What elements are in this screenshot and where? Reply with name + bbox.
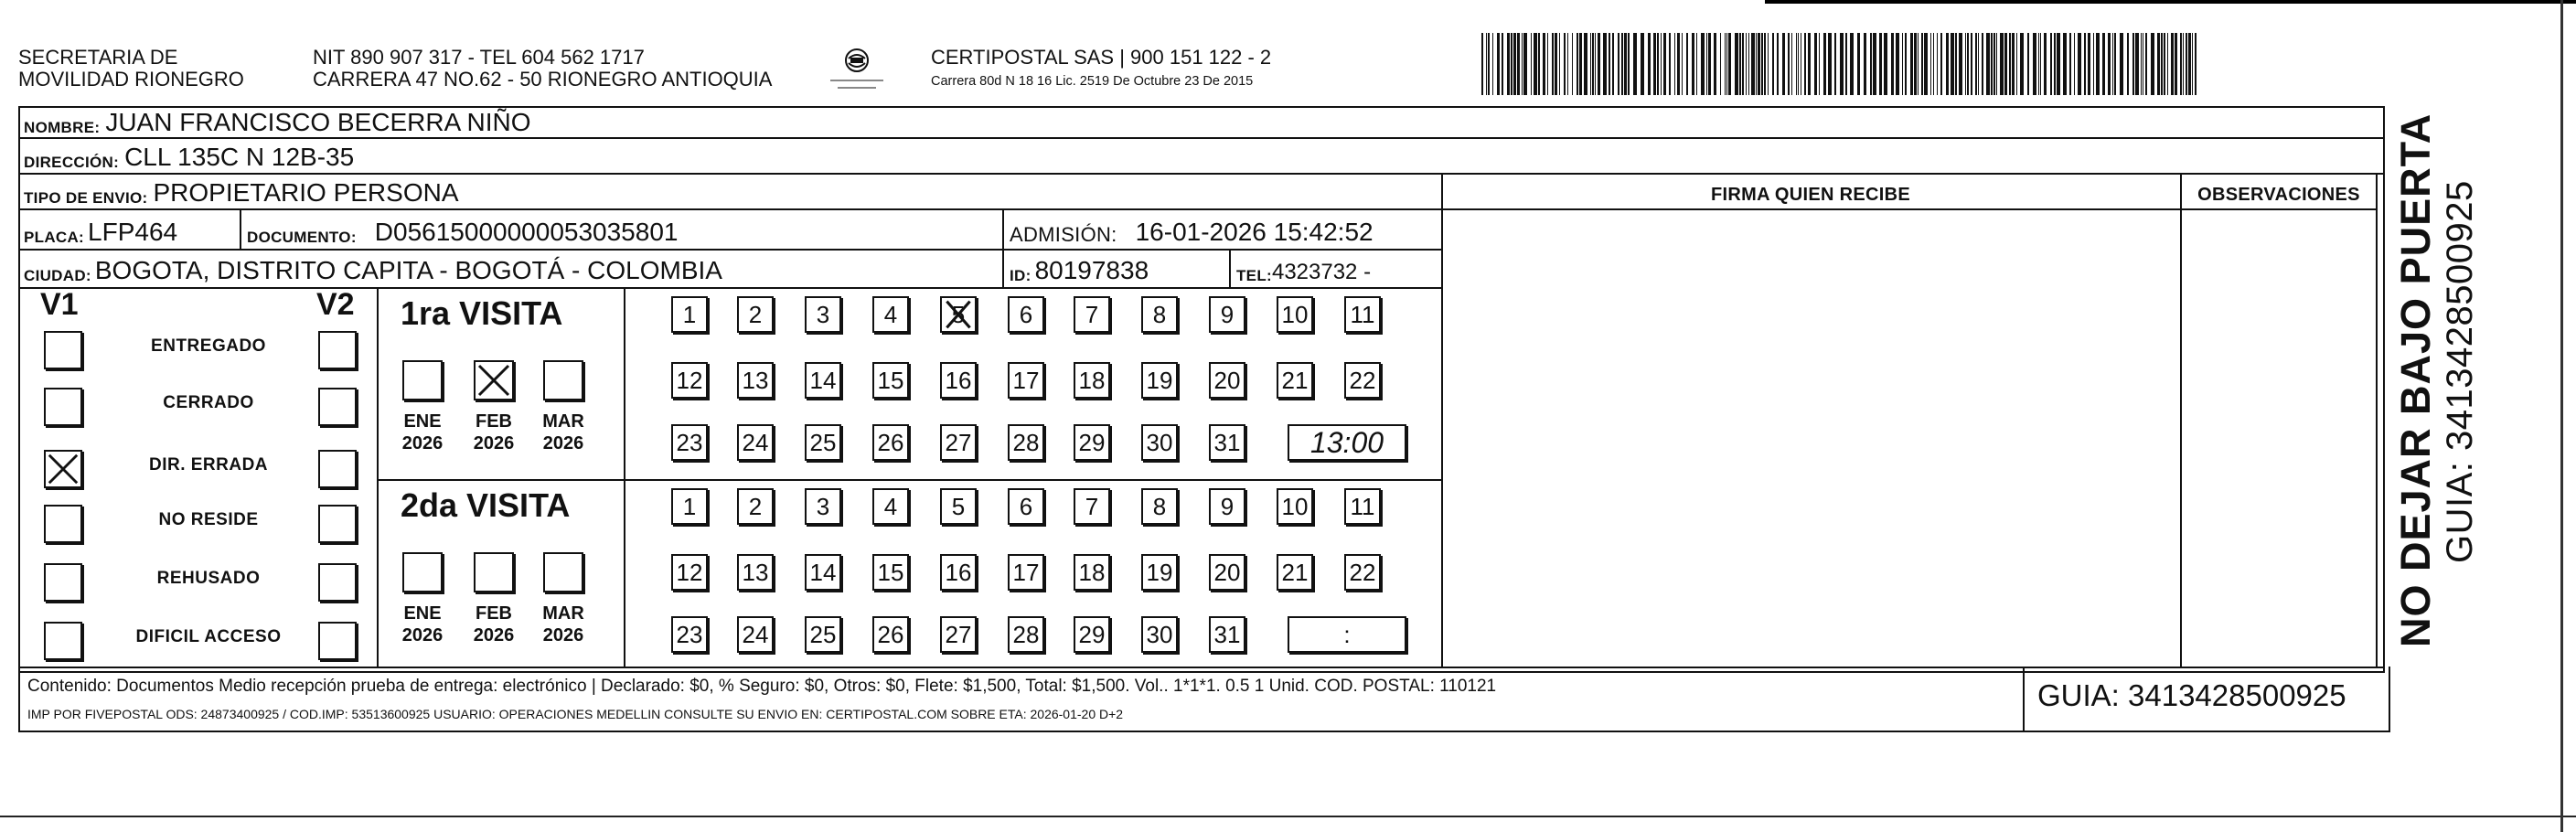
day-box[interactable] [1074,424,1110,461]
barcode [1481,33,2199,95]
day-box[interactable] [805,362,841,399]
scan-edge-bottom [0,816,2576,817]
month-checkbox[interactable] [543,552,583,592]
day-box[interactable] [940,554,977,591]
day-box[interactable] [1141,554,1178,591]
day-box[interactable] [1209,554,1245,591]
ciudad-cell [18,251,1000,287]
day-number: 20 [1213,558,1241,586]
direccion-row [18,139,1390,174]
month-checkbox[interactable] [543,360,583,400]
day-number: 10 [1281,492,1309,520]
day-number: 2 [748,300,763,328]
day-box[interactable] [1074,362,1110,399]
day-box[interactable] [1141,424,1178,461]
day-box[interactable] [1141,488,1178,525]
day-box[interactable] [1074,616,1110,653]
tipo-envio-label: TIPO DE ENVIO: [24,189,148,207]
day-box[interactable] [1209,616,1245,653]
day-box[interactable] [1209,488,1245,525]
day-box[interactable] [1344,488,1381,525]
tel-label: TEL: [1236,267,1272,284]
v1-checkbox[interactable] [44,505,82,543]
day-number: 24 [742,620,769,648]
day-box[interactable] [671,424,708,461]
month-name: FEB [476,603,512,624]
day-number: 22 [1349,558,1376,586]
nombre-value: JUAN FRANCISCO BECERRA NIÑO [105,108,531,136]
month-name: FEB [476,411,512,432]
day-box[interactable] [1074,488,1110,525]
day-number: 11 [1350,300,1375,328]
day-number: 2 [748,492,763,520]
day-number: 19 [1146,366,1173,394]
contenido-line: Contenido: Documentos Medio recepción prueba de entrega: electrónico | Declarado: $0, % Seguro: $0, Otros: $0, Flete: $1,500, Total: $1,500. Vol.. 1*1*1. 0.5 1 Unid. COD. POSTAL: 110121 [27,677,1497,696]
observaciones-header: OBSERVACIONES [2197,185,2360,205]
day-number: 21 [1281,558,1309,586]
day-box[interactable] [671,554,708,591]
day-box[interactable] [872,296,909,333]
tel-value: 4323732 - [1271,260,1372,284]
day-number: 29 [1078,620,1106,648]
day-box[interactable] [872,424,909,461]
day-box[interactable] [940,488,977,525]
day-number: 5 [951,300,966,328]
courier-line2: Carrera 80d N 18 16 Lic. 2519 De Octubre 23 De 2015 [931,74,1254,89]
day-number: 29 [1078,428,1106,456]
visit-title: 1ra VISITA [401,294,563,332]
tipo-envio-row [18,175,1436,209]
month-name: ENE [403,411,442,432]
day-number: 31 [1213,620,1241,648]
admision-cell [1004,210,1441,249]
day-box[interactable] [737,488,774,525]
certipostal-logo [828,44,885,99]
nombre-row [18,106,1390,139]
day-box[interactable] [671,616,708,653]
day-box[interactable] [872,554,909,591]
day-number: 19 [1146,558,1173,586]
month-name: MAR [542,603,584,624]
day-number: 27 [945,428,972,456]
month-name: MAR [542,411,584,432]
day-number: 4 [883,492,898,520]
documento-label: DOCUMENTO: [247,229,357,246]
day-number: 13 [742,558,769,586]
status-label: REHUSADO [156,569,261,588]
day-box[interactable] [1209,296,1245,333]
scan-edge-right [2560,0,2563,832]
day-box[interactable] [1008,362,1044,399]
month-year: 2026 [473,625,515,645]
day-box[interactable] [1074,554,1110,591]
nit-line: NIT 890 907 317 - TEL 604 562 1717 [313,46,645,69]
day-box[interactable] [940,616,977,653]
day-box[interactable] [1277,488,1313,525]
day-box[interactable] [805,554,841,591]
day-number: 30 [1146,428,1173,456]
day-number: 12 [676,366,703,394]
org-name-line2: MOVILIDAD RIONEGRO [18,68,244,91]
day-number: 24 [742,428,769,456]
day-number: 23 [676,620,703,648]
v1-checkbox[interactable] [44,450,82,488]
placa-cell [18,210,238,249]
v2-label: V2 [316,287,355,322]
day-box[interactable] [671,362,708,399]
id-value: 80197838 [1034,256,1149,284]
day-number: 5 [951,492,966,520]
day-number: 13 [742,366,769,394]
day-box[interactable] [671,488,708,525]
day-box[interactable] [1074,296,1110,333]
day-number: 31 [1213,428,1241,456]
day-box[interactable] [737,554,774,591]
month-year: 2026 [401,625,444,645]
day-number: 3 [816,300,830,328]
month-year: 2026 [401,433,444,453]
day-number: 23 [676,428,703,456]
day-number: 12 [676,558,703,586]
day-number: 25 [809,428,837,456]
day-number: 28 [1012,428,1040,456]
month-year: 2026 [473,433,515,453]
day-number: 21 [1281,366,1309,394]
month-checkbox[interactable] [474,552,514,592]
day-number: 22 [1349,366,1376,394]
v2-checkbox[interactable] [318,388,357,426]
day-box[interactable] [1008,554,1044,591]
day-number: 15 [877,558,904,586]
admision-value: 16-01-2026 15:42:52 [1135,218,1374,246]
placa-value: LFP464 [88,218,178,246]
day-box[interactable] [737,616,774,653]
day-number: 26 [877,428,904,456]
admision-label: ADMISIÓN: [1010,223,1117,246]
day-box[interactable] [805,424,841,461]
direccion-value: CLL 135C N 12B-35 [124,143,355,171]
day-number: 9 [1220,300,1235,328]
month-year: 2026 [542,433,584,453]
day-box[interactable] [1209,362,1245,399]
tel-cell [1231,251,1441,287]
day-number: 17 [1012,558,1040,586]
direccion-label: DIRECCIÓN: [24,154,120,171]
day-number: 9 [1220,492,1235,520]
month-checkbox[interactable] [402,360,443,400]
day-box[interactable] [1141,616,1178,653]
month-checkbox[interactable] [474,360,514,400]
day-box[interactable] [1008,424,1044,461]
status-label: ENTREGADO [151,336,266,356]
status-label: DIR. ERRADA [148,455,269,475]
day-box[interactable] [872,616,909,653]
v2-checkbox[interactable] [318,563,357,602]
day-number: 18 [1078,558,1106,586]
day-number: 8 [1152,492,1167,520]
day-number: 6 [1019,492,1033,520]
v2-checkbox[interactable] [318,622,357,660]
footer-guia: GUIA: 3413428500925 [2037,678,2346,712]
day-number: 3 [816,492,830,520]
day-number: 6 [1019,300,1033,328]
day-box[interactable] [805,488,841,525]
day-box[interactable] [1008,616,1044,653]
v1-checkbox[interactable] [44,622,82,660]
day-box[interactable] [737,296,774,333]
day-box[interactable] [872,362,909,399]
day-box[interactable] [1141,362,1178,399]
day-number: 26 [877,620,904,648]
v2-checkbox[interactable] [318,331,357,369]
day-box[interactable] [872,488,909,525]
month-year: 2026 [542,625,584,645]
day-box[interactable] [1008,488,1044,525]
day-number: 14 [809,558,837,586]
day-number: 20 [1213,366,1241,394]
documento-cell [241,210,1000,249]
day-box[interactable] [737,424,774,461]
time-box[interactable] [1288,424,1406,461]
day-box[interactable] [1008,296,1044,333]
status-label: NO RESIDE [158,510,259,529]
day-number: 11 [1350,492,1375,520]
day-number: 16 [945,558,972,586]
v2-checkbox[interactable] [318,505,357,543]
day-number: 15 [877,366,904,394]
imp-line: IMP POR FIVEPOSTAL ODS: 24873400925 / COD.IMP: 53513600925 USUARIO: OPERACIONES MEDELLIN CONSULTE SU ENVIO EN: CERTIPOSTAL.COM SOBRE ETA: 2026-01-20 D+2 [27,707,1124,721]
v1-label: V1 [40,287,79,322]
visit-title: 2da VISITA [401,486,571,524]
day-number: 7 [1085,300,1099,328]
documento-value: D05615000000053035801 [374,218,679,246]
day-box[interactable] [1344,362,1381,399]
v2-checkbox[interactable] [318,450,357,488]
nombre-label: NOMBRE: [24,119,101,136]
status-label: DIFICIL ACCESO [135,627,282,646]
ciudad-label: CIUDAD: [24,267,91,284]
day-box[interactable] [1277,296,1313,333]
v1-checkbox[interactable] [44,388,82,426]
day-box[interactable] [940,362,977,399]
time-value: : [1343,620,1351,648]
day-box[interactable] [940,424,977,461]
courier-line1: CERTIPOSTAL SAS | 900 151 122 - 2 [931,46,1272,69]
day-box[interactable] [1344,296,1381,333]
day-box[interactable] [805,616,841,653]
address-line: CARRERA 47 NO.62 - 50 RIONEGRO ANTIOQUIA [313,68,773,91]
day-box[interactable] [1277,554,1313,591]
day-number: 14 [809,366,837,394]
time-value: 13:00 [1309,425,1384,459]
day-box[interactable] [940,296,977,333]
month-checkbox[interactable] [402,552,443,592]
placa-label: PLACA: [24,229,85,246]
day-number: 1 [682,300,697,328]
scan-edge-top [1765,0,2576,4]
day-box[interactable] [1344,554,1381,591]
org-name-line1: SECRETARIA DE [18,46,178,69]
day-box[interactable] [1277,362,1313,399]
tipo-envio-value: PROPIETARIO PERSONA [153,178,459,207]
v1-checkbox[interactable] [44,563,82,602]
day-number: 27 [945,620,972,648]
day-number: 18 [1078,366,1106,394]
id-cell [1004,251,1229,287]
no-dejar-bajo-puerta: NO DEJAR BAJO PUERTA [2392,112,2439,647]
day-number: 4 [883,300,898,328]
day-number: 10 [1281,300,1309,328]
day-number: 1 [682,492,697,520]
day-number: 25 [809,620,837,648]
day-number: 16 [945,366,972,394]
day-box[interactable] [1209,424,1245,461]
ciudad-value: BOGOTA, DISTRITO CAPITA - BOGOTÁ - COLOMBIA [94,256,722,284]
day-box[interactable] [1141,296,1178,333]
side-guia: GUIA: 3413428500925 [2440,180,2480,563]
day-number: 8 [1152,300,1167,328]
firma-header: FIRMA QUIEN RECIBE [1711,185,1910,205]
id-label: ID: [1010,267,1031,284]
status-label: CERRADO [163,393,254,412]
day-box[interactable] [805,296,841,333]
v1-checkbox[interactable] [44,331,82,369]
month-name: ENE [403,603,442,624]
day-number: 28 [1012,620,1040,648]
day-number: 17 [1012,366,1040,394]
day-number: 7 [1085,492,1099,520]
time-box[interactable] [1288,616,1406,653]
day-box[interactable] [737,362,774,399]
day-number: 30 [1146,620,1173,648]
day-box[interactable] [671,296,708,333]
